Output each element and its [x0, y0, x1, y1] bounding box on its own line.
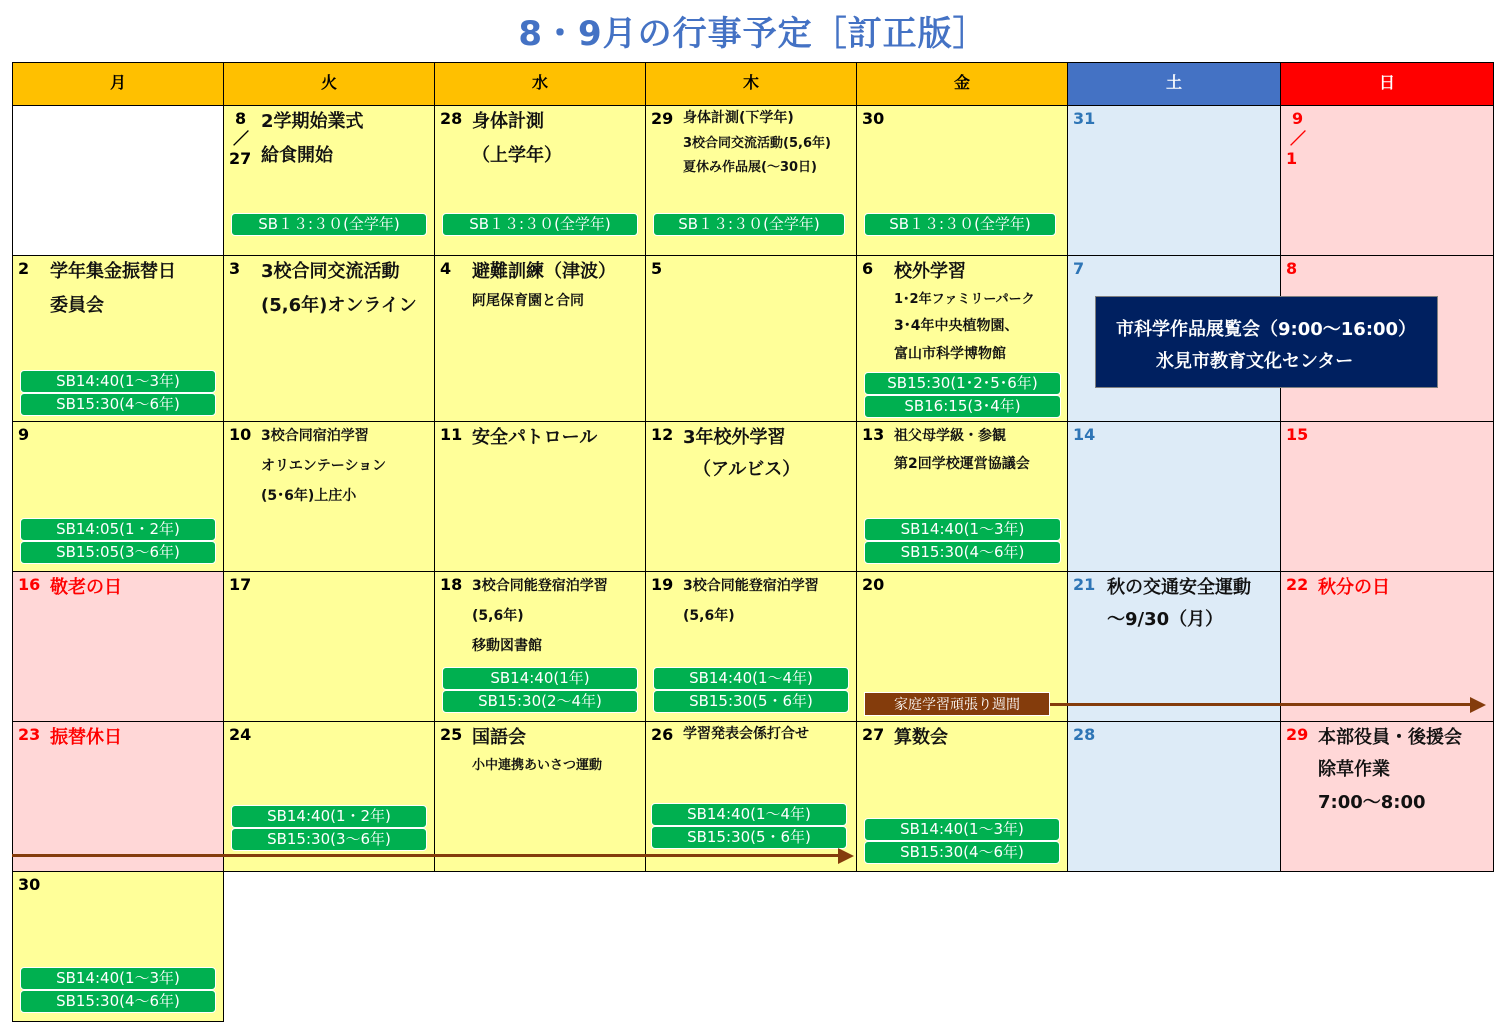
event-text: 3校合同能登宿泊学習: [472, 578, 608, 594]
weekday-header: 火: [223, 62, 435, 106]
day-cell: [1280, 421, 1494, 572]
day-number: 14: [1073, 425, 1096, 444]
day-cell: [1067, 721, 1281, 872]
dismissal-time-badge: SB15:30(4～6年): [864, 541, 1061, 564]
event-text: 3年校外学習: [683, 427, 786, 448]
science-exhibition-line2: 氷見市教育文化センター: [1156, 351, 1354, 372]
science-exhibition-line1: 市科学作品展覧会（9:00～16:00）: [1116, 319, 1417, 340]
event-text: 算数会: [894, 727, 948, 748]
day-number: 20: [862, 575, 885, 594]
day-number: 2: [18, 259, 30, 278]
day-number: 15: [1286, 425, 1309, 444]
day-number: 28: [440, 109, 463, 128]
day-number: 26: [651, 725, 674, 744]
event-text: 給食開始: [261, 145, 333, 166]
dismissal-time-badge: SB14:40(1～3年): [864, 818, 1060, 841]
day-cell: [12, 105, 224, 256]
dismissal-time-badge: SB１３:３０(全学年): [864, 213, 1056, 236]
event-text: 除草作業: [1318, 759, 1390, 780]
day-number: 9: [18, 425, 30, 444]
event-text: 身体計測(下学年): [683, 110, 794, 126]
home-study-week-banner: 家庭学習頑張り週間: [864, 692, 1050, 716]
event-text: 国語会: [472, 727, 526, 748]
event-text: 避難訓練（津波）: [472, 261, 616, 282]
event-text: 富山市科学博物館: [894, 346, 1006, 362]
day-number: 16: [18, 575, 41, 594]
day-cell: [1280, 105, 1494, 256]
day-number: 21: [1073, 575, 1096, 594]
day-number: 1: [1286, 149, 1298, 168]
day-number: 27: [862, 725, 885, 744]
day-number: 17: [229, 575, 252, 594]
event-text: 身体計測: [472, 111, 544, 132]
event-text: オリエンテーション: [261, 458, 387, 474]
day-number: 23: [18, 725, 41, 744]
event-text: 学年集金振替日: [50, 261, 176, 282]
event-text: (5,6年): [683, 608, 735, 624]
event-text: 安全パトロール: [472, 427, 598, 448]
dismissal-time-badge: SB１３:３０(全学年): [231, 213, 427, 236]
day-cell: [645, 255, 857, 422]
day-number: 6: [862, 259, 874, 278]
day-number: 24: [229, 725, 252, 744]
dismissal-time-badge: SB14:05(1・2年): [20, 518, 216, 541]
dismissal-time-badge: SB14:40(1～3年): [20, 967, 216, 990]
dismissal-time-badge: SB14:40(1～3年): [864, 518, 1061, 541]
event-text: 本部役員・後援会: [1318, 727, 1462, 748]
arrow-head-icon: [838, 848, 854, 864]
event-text: 秋分の日: [1318, 577, 1390, 598]
dismissal-time-badge: SB15:30(5・6年): [651, 826, 847, 849]
event-banner-science-exhibition: [1095, 296, 1438, 388]
day-number: 29: [1286, 725, 1309, 744]
dismissal-time-badge: SB15:30(4～6年): [20, 393, 216, 416]
arrow-head-icon: [1470, 697, 1486, 713]
event-text: 3･4年中央植物園、: [894, 318, 1019, 334]
event-text: 第2回学校運営協議会: [894, 456, 1030, 472]
day-number: 4: [440, 259, 452, 278]
weekday-header: 水: [434, 62, 646, 106]
day-cell: [223, 571, 435, 722]
day-number: 22: [1286, 575, 1309, 594]
event-text: 秋の交通安全運動: [1107, 577, 1251, 598]
day-number: 30: [18, 875, 41, 894]
event-text: 7:00～8:00: [1318, 792, 1426, 813]
page-title: 8・9月の行事予定［訂正版］: [518, 14, 988, 54]
event-text: ～9/30（月）: [1107, 609, 1224, 630]
event-text: 夏休み作品展(～30日): [683, 160, 817, 175]
day-number: 25: [440, 725, 463, 744]
dismissal-time-badge: SB14:40(1～4年): [651, 803, 847, 826]
date-slash: ／: [1290, 129, 1307, 148]
day-number: 9: [1292, 109, 1304, 128]
event-text: （アルビス）: [693, 459, 801, 480]
date-slash: ／: [233, 129, 250, 148]
dismissal-time-badge: SB１３:３０(全学年): [653, 213, 845, 236]
dismissal-time-badge: SB15:30(5・6年): [653, 690, 849, 713]
day-number: 8: [1286, 259, 1298, 278]
day-cell: [434, 721, 646, 872]
home-study-week-arrow: [1050, 703, 1472, 706]
event-text: 振替休日: [50, 727, 122, 748]
dismissal-time-badge: SB15:05(3～6年): [20, 541, 216, 564]
weekday-header: 土: [1067, 62, 1281, 106]
day-number: 11: [440, 425, 463, 444]
event-text: 移動図書館: [472, 638, 542, 654]
day-number: 10: [229, 425, 252, 444]
day-number: 7: [1073, 259, 1085, 278]
event-text: 阿尾保育園と合同: [472, 293, 584, 309]
dismissal-time-badge: SB15:30(4～6年): [864, 841, 1060, 864]
event-text: 3校合同交流活動(5,6年): [683, 136, 831, 151]
event-text: (5･6年)上庄小: [261, 488, 357, 504]
day-number: 29: [651, 109, 674, 128]
dismissal-time-badge: SB14:40(1～3年): [20, 370, 216, 393]
event-text: 3校合同宿泊学習: [261, 428, 369, 444]
dismissal-time-badge: SB14:40(1年): [442, 667, 638, 690]
event-text: 敬老の日: [50, 577, 122, 598]
day-number: 5: [651, 259, 663, 278]
day-cell: [1067, 421, 1281, 572]
week-continuation-arrow: [12, 854, 838, 857]
day-number: 27: [229, 149, 252, 168]
dismissal-time-badge: SB15:30(2～4年): [442, 690, 638, 713]
weekday-header: 月: [12, 62, 224, 106]
event-text: 3校合同交流活動: [261, 261, 400, 282]
day-number: 13: [862, 425, 885, 444]
event-text: 小中連携あいさつ運動: [472, 758, 603, 773]
weekday-header: 日: [1280, 62, 1494, 106]
dismissal-time-badge: SB15:30(4～6年): [20, 990, 216, 1013]
dismissal-time-badge: SB14:40(1～4年): [653, 667, 849, 690]
day-number: 18: [440, 575, 463, 594]
dismissal-time-badge: SB16:15(3･4年): [864, 395, 1061, 418]
event-text: 校外学習: [894, 261, 966, 282]
day-number: 12: [651, 425, 674, 444]
day-number: 31: [1073, 109, 1096, 128]
event-text: 祖父母学級・参観: [894, 428, 1006, 444]
dismissal-time-badge: SB15:30(3～6年): [231, 828, 427, 851]
day-cell: [1067, 105, 1281, 256]
event-text: (5,6年): [472, 608, 524, 624]
event-text: 1･2年ファミリーパーク: [894, 292, 1035, 307]
dismissal-time-badge: SB１３:３０(全学年): [442, 213, 638, 236]
dismissal-time-badge: SB14:40(1・2年): [231, 805, 427, 828]
day-number: 8: [235, 109, 247, 128]
event-text: 2学期始業式: [261, 111, 364, 132]
event-text: (5,6年)オンライン: [261, 295, 417, 316]
day-cell: [645, 721, 857, 872]
weekday-header: 金: [856, 62, 1068, 106]
event-text: 委員会: [50, 295, 104, 316]
day-number: 3: [229, 259, 241, 278]
dismissal-time-badge: SB15:30(1･2･5･6年): [864, 372, 1061, 395]
day-number: 28: [1073, 725, 1096, 744]
event-text: （上学年）: [472, 145, 562, 166]
day-number: 30: [862, 109, 885, 128]
event-text: 3校合同能登宿泊学習: [683, 578, 819, 594]
day-number: 19: [651, 575, 674, 594]
weekday-header: 木: [645, 62, 857, 106]
event-text: 学習発表会係打合せ: [683, 726, 809, 742]
